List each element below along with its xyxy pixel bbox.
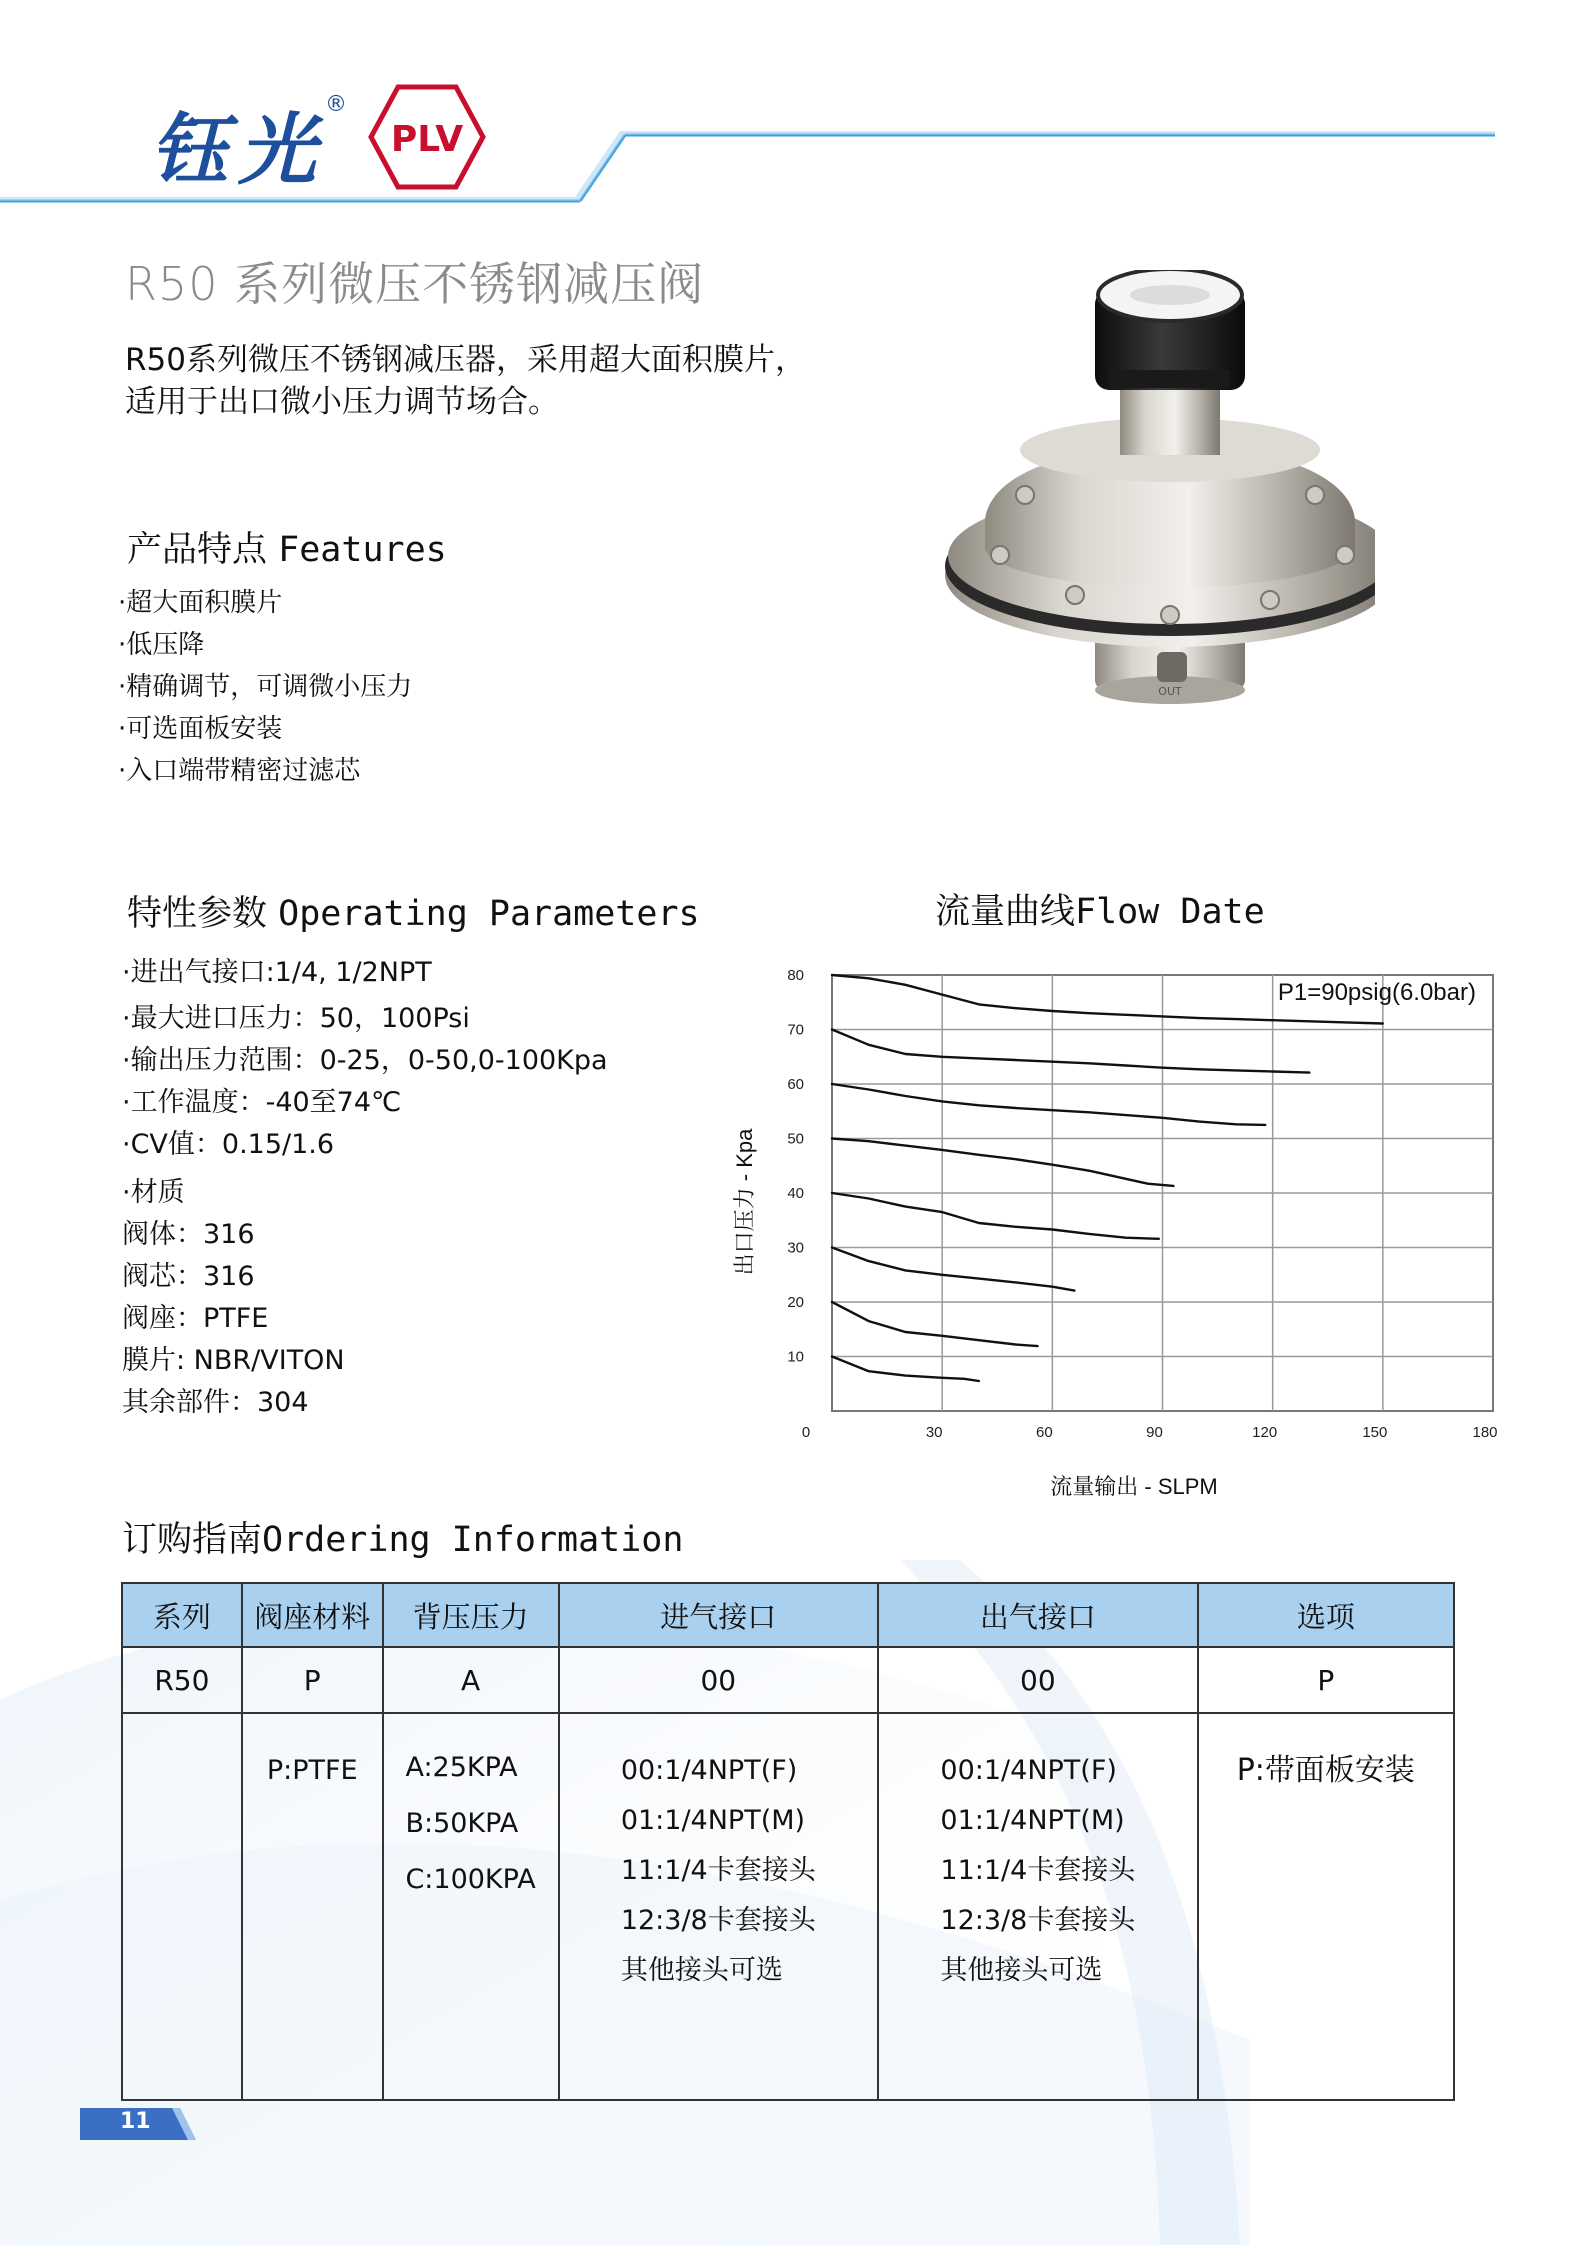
chart-series-line: [832, 1084, 1265, 1125]
registered-mark: ®: [325, 92, 347, 117]
parameter-item: ·最大进口压力：50，100Psi: [122, 1003, 470, 1034]
option-item: 其他接头可选: [940, 1955, 1103, 1986]
ordering-heading: [122, 1512, 683, 1562]
parameter-item: ·进出气接口:1/4, 1/2NPT: [122, 957, 432, 988]
code-back-pressure: A: [383, 1647, 559, 1713]
chart-grid: [832, 975, 1493, 1411]
chart-x-tick-label: 150: [1362, 1424, 1388, 1441]
header-back-pressure: 背压压力: [383, 1583, 559, 1647]
option-item: 00:1/4NPT(F): [940, 1755, 1117, 1786]
product-image: [925, 270, 1375, 715]
chart-x-tick-label: 120: [1252, 1424, 1278, 1441]
code-seat-material: P: [242, 1647, 383, 1713]
options-outlet-port: [878, 1713, 1198, 2100]
chart-series-line: [832, 1302, 1038, 1346]
option-item: 01:1/4NPT(M): [940, 1805, 1125, 1836]
chart-series-line: [832, 1139, 1174, 1186]
feature-item: ·入口端带精密过滤芯: [118, 756, 361, 786]
options-seat-material: [242, 1713, 383, 2100]
plv-logo: [368, 84, 486, 190]
chart-series-line: [832, 1248, 1074, 1291]
ordering-table: [121, 1582, 1455, 2101]
chart-x-tick-label: 60: [1035, 1424, 1053, 1441]
header-options: 选项: [1198, 1583, 1454, 1647]
chart-title: [935, 884, 1265, 934]
code-series: R50: [122, 1647, 242, 1713]
feature-item: ·超大面积膜片: [118, 588, 283, 618]
chart-y-tick-label: 70: [787, 1021, 804, 1039]
option-item: 其他接头可选: [620, 1955, 783, 1986]
option-item: 11:1/4卡套接头: [940, 1855, 1136, 1886]
chart-title-cn: 流量曲线: [935, 892, 1076, 932]
parameter-item: ·CV值：0.15/1.6: [122, 1129, 335, 1160]
chart-x-tick-label: 90: [1146, 1424, 1163, 1441]
option-item: B:50KPA: [405, 1808, 519, 1839]
options-back-pressure: [383, 1713, 559, 2100]
chart-x-tick-label: 180: [1472, 1424, 1498, 1441]
chart-y-tick-label: 10: [787, 1348, 804, 1366]
header-series: 系列: [122, 1583, 242, 1647]
option-item: P:带面板安装: [1236, 1753, 1415, 1788]
material-item: 阀体：316: [122, 1219, 255, 1250]
option-item: 12:3/8卡套接头: [620, 1905, 816, 1936]
option-item: C:100KPA: [405, 1864, 536, 1895]
chart-title-en: Flow Date: [1075, 892, 1265, 932]
option-item: 12:3/8卡套接头: [940, 1905, 1136, 1936]
features-heading-cn: 产品特点: [127, 530, 268, 570]
chart-series-line: [832, 1193, 1159, 1239]
code-options: P: [1198, 1647, 1454, 1713]
chart-annotation: P1=90psig(6.0bar): [1277, 979, 1476, 1006]
header-outlet-port: 出气接口: [878, 1583, 1198, 1647]
material-item: 阀芯：316: [122, 1261, 255, 1292]
intro-line: R50系列微压不锈钢减压器，采用超大面积膜片，: [125, 342, 806, 378]
option-item: 01:1/4NPT(M): [620, 1805, 806, 1836]
options-extra: [1198, 1713, 1454, 2100]
option-item: A:25KPA: [405, 1752, 518, 1783]
chart-y-tick-label: 60: [787, 1076, 804, 1093]
chart-y-axis-label: 出口压力 - Kpa: [732, 1128, 757, 1276]
chart-x-tick-label: 0: [801, 1424, 811, 1441]
parameters-heading-cn: 特性参数: [127, 894, 268, 934]
table-row: [122, 1647, 1454, 1713]
parameters-heading-en: Operating Parameters: [278, 894, 700, 934]
chart-y-tick-label: 20: [787, 1294, 804, 1311]
feature-item: ·可选面板安装: [118, 714, 283, 744]
header-inlet-port: 进气接口: [559, 1583, 879, 1647]
material-item: 其余部件：304: [122, 1387, 309, 1418]
brand-name: 钰光: [150, 105, 327, 196]
ordering-heading-cn: 订购指南: [122, 1520, 263, 1560]
option-item: 11:1/4卡套接头: [620, 1855, 816, 1886]
header-seat-material: 阀座材料: [242, 1583, 383, 1647]
chart-y-tick-label: 50: [787, 1130, 804, 1148]
chart-y-tick-label: 80: [787, 967, 804, 984]
option-item: 00:1/4NPT(F): [620, 1755, 798, 1786]
feature-item: ·低压降: [118, 630, 205, 660]
table-row: [122, 1713, 1454, 2100]
parameters-heading: [127, 886, 700, 936]
product-title: R50 系列微压不锈钢减压阀: [125, 257, 705, 311]
chart-y-tick-label: 40: [787, 1185, 804, 1202]
options-inlet-port: [559, 1713, 879, 2100]
table-header-row: [122, 1583, 1454, 1647]
parameter-item: ·工作温度：-40至74℃: [122, 1087, 402, 1118]
ordering-heading-en: Ordering Information: [262, 1520, 684, 1560]
material-item: ·材质: [122, 1177, 185, 1208]
plv-badge-text: PLV: [390, 119, 464, 160]
option-item: P:PTFE: [266, 1755, 358, 1786]
material-item: 阀座：PTFE: [122, 1303, 269, 1334]
chart-series: [832, 975, 1383, 1381]
intro-line: 适用于出口微小压力调节场合。: [125, 384, 559, 420]
feature-item: ·精确调节，可调微小压力: [118, 672, 413, 702]
code-inlet-port: 00: [559, 1647, 879, 1713]
options-series: [122, 1713, 242, 2100]
chart-series-line: [832, 1030, 1309, 1073]
material-item: 膜片: NBR/VITON: [122, 1345, 345, 1376]
page-number: 11: [120, 2109, 151, 2134]
features-heading-en: Features: [278, 530, 447, 570]
features-heading: [127, 522, 447, 572]
chart-y-tick-label: 30: [787, 1239, 804, 1257]
chart-series-line: [832, 1357, 979, 1382]
outlet-label: OUT: [1158, 685, 1182, 698]
flow-chart: [700, 950, 1520, 1510]
chart-x-axis-label: 流量输出 - SLPM: [1050, 1474, 1218, 1499]
chart-x-tick-label: 30: [925, 1424, 943, 1441]
parameter-item: ·输出压力范围：0-25，0-50,0-100Kpa: [122, 1045, 608, 1076]
code-outlet-port: 00: [878, 1647, 1198, 1713]
